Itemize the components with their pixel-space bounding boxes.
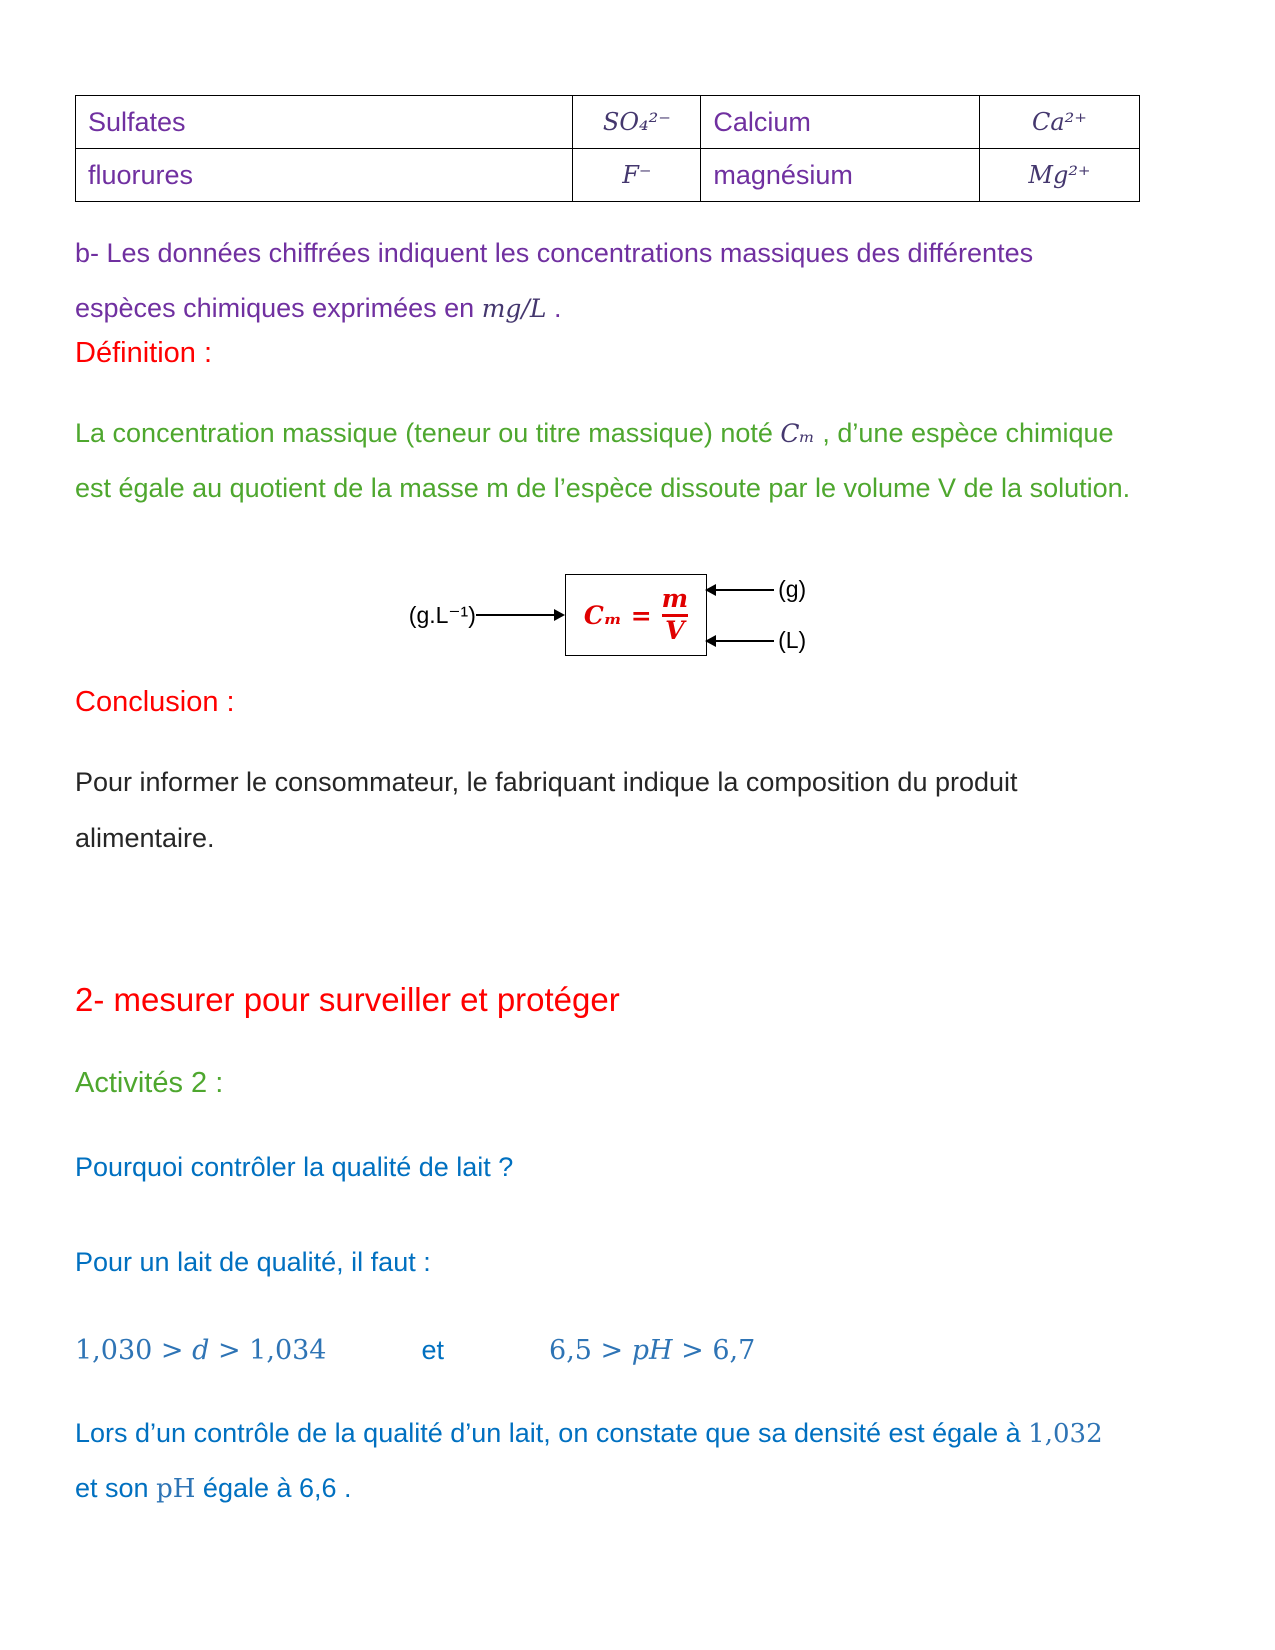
gram-arrow-line xyxy=(716,589,774,591)
mass-over-volume-fraction xyxy=(662,585,688,645)
diagram-right-group xyxy=(705,576,806,654)
ph-symbol: pH xyxy=(631,1334,673,1366)
ph-inequality xyxy=(549,1335,755,1366)
density-inequality xyxy=(75,1335,326,1366)
formula-lhs: Cₘ = xyxy=(583,600,652,630)
paragraph-b-text: b- Les données chiffrées indiquent les concentrations massiques des différentes espèces chimiques exprimées en xyxy=(75,238,1034,324)
litre-arrow-row xyxy=(705,627,806,654)
left-arrowhead-icon xyxy=(705,584,716,596)
density-inequality-left: 1,030 > xyxy=(75,1334,193,1366)
question-why-control-milk: Pourquoi contrôler la qualité de lait ? xyxy=(75,1151,514,1182)
paragraph-b-tail: . xyxy=(553,293,562,324)
density-inequality-right: > 1,034 xyxy=(209,1334,327,1366)
control-result-paragraph xyxy=(75,1406,1140,1517)
definition-text-2: , d’une espèce chimique est égale au quotient de la masse m de l’espèce dissoute par le volume V de la solution. xyxy=(75,417,1131,504)
milk-quality-intro: Pour un lait de qualité, il faut : xyxy=(75,1247,431,1278)
table-row xyxy=(76,149,1140,202)
formula-box xyxy=(565,574,707,656)
ph-inequality-right: > 6,7 xyxy=(672,1334,756,1366)
denominator-v: V xyxy=(665,615,685,645)
left-arrowhead-icon xyxy=(705,635,716,647)
ph-inline-symbol: pH xyxy=(156,1473,196,1504)
unit-g-per-l-label: (g.L⁻¹) xyxy=(408,601,476,628)
ion-name-fluorures: fluorures xyxy=(76,149,573,202)
ion-name-sulfates: Sulfates xyxy=(76,96,573,149)
definition-text-1: La concentration massique (teneur ou titre massique) noté xyxy=(75,417,773,448)
ion-formula-sulfate: SO₄²⁻ xyxy=(573,96,701,149)
numerator-m: m xyxy=(661,584,689,614)
unit-mg-per-l: mg/L xyxy=(481,294,547,324)
ion-name-calcium: Calcium xyxy=(701,96,980,149)
conclusion-paragraph: Pour informer le consommateur, le fabriquant indique la composition du produit alimentaire. xyxy=(75,767,1018,853)
ion-formula-fluorure: F⁻ xyxy=(573,149,701,202)
activities-2-heading: Activités 2 : xyxy=(75,1066,224,1099)
conclusion-heading: Conclusion : xyxy=(75,686,235,719)
unit-litre-label: (L) xyxy=(778,627,807,654)
definition-paragraph xyxy=(75,406,1140,517)
unit-gram-label: (g) xyxy=(778,576,807,603)
et-connector: et xyxy=(421,1334,445,1365)
litre-arrow-line xyxy=(716,640,774,642)
definition-heading: Définition : xyxy=(75,336,213,369)
control-result-text-1: Lors d’un contrôle de la qualité d’un lait, on constate que sa densité est égale à xyxy=(75,1417,1021,1448)
right-arrowhead-icon xyxy=(554,609,565,621)
table-row xyxy=(76,96,1140,149)
density-symbol: d xyxy=(192,1334,210,1366)
density-value: 1,032 xyxy=(1028,1418,1103,1449)
control-result-text-2a: et son xyxy=(75,1472,149,1503)
control-result-text-2b: égale à 6,6 . xyxy=(202,1472,352,1503)
ph-inequality-left: 6,5 > xyxy=(549,1334,632,1366)
symbol-cm: Cₘ xyxy=(780,418,815,448)
concentration-formula-diagram xyxy=(75,574,1140,656)
paragraph-b xyxy=(75,226,1140,337)
ion-formula-calcium: Ca²⁺ xyxy=(979,96,1139,149)
left-arrow-line xyxy=(476,614,554,616)
ions-table xyxy=(75,95,1140,202)
section-2-heading: 2- mesurer pour surveiller et protéger xyxy=(75,980,620,1018)
gram-arrow-row xyxy=(705,576,806,603)
diagram-left-group xyxy=(409,602,565,629)
quality-inequalities xyxy=(75,1335,1140,1366)
ion-formula-magnesium: Mg²⁺ xyxy=(979,149,1139,202)
ion-name-magnesium: magnésium xyxy=(701,149,980,202)
